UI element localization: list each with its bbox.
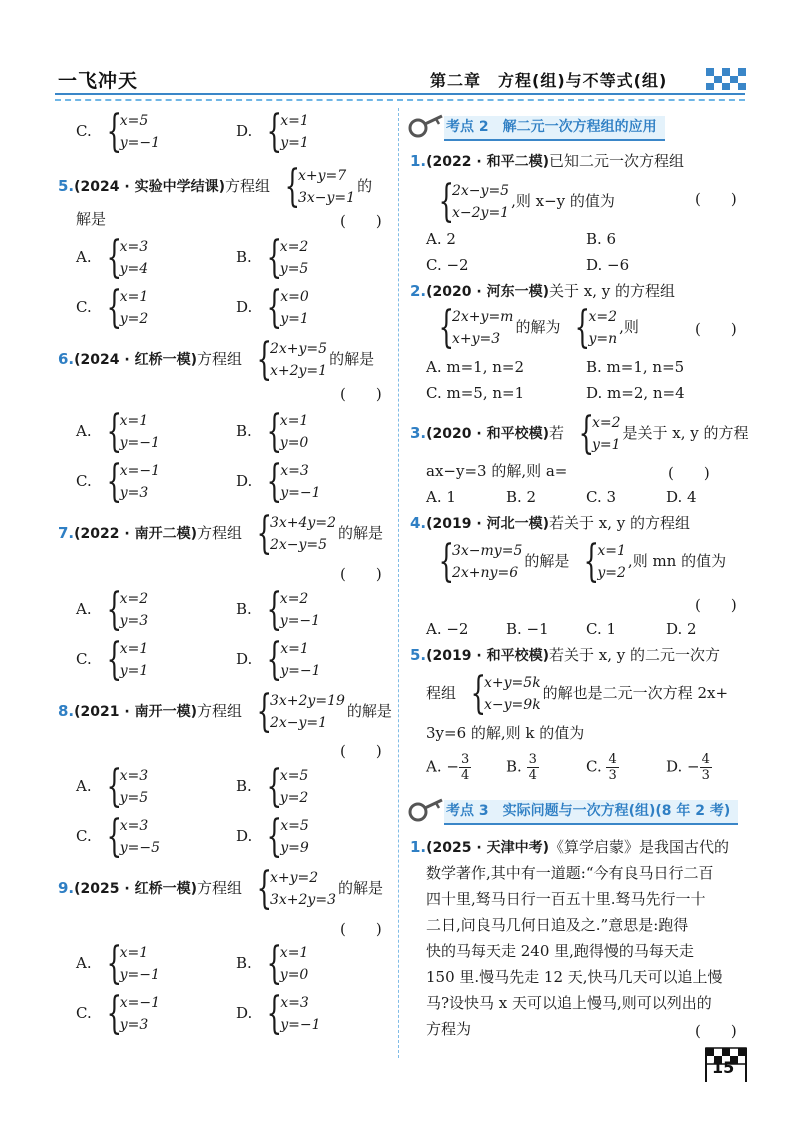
q9-option-c[interactable]: C. { x=−1 y=3	[76, 988, 160, 1039]
chapter-title: 第二章 方程(组)与不等式(组)	[430, 71, 668, 90]
q8-option-d[interactable]: D. { x=5 y=9	[236, 811, 309, 862]
question-9: 9.(2025 · 红桥一模)方程组 { x+y=2 3x+2y=3 的解是	[58, 863, 383, 914]
r-question-1: 1.(2022 · 和平二模)已知二元一次方程组	[410, 152, 684, 170]
r-question-2-answer-slot[interactable]: ( )	[695, 320, 737, 338]
checker-decoration-icon	[706, 68, 746, 90]
r4-option-a[interactable]: A. −2	[426, 620, 469, 638]
r-question-6-line: 快的马每天走 240 里,跑得慢的马每天走	[426, 942, 694, 960]
q6-option-d[interactable]: D. { x=3 y=−1	[236, 456, 321, 507]
r5-option-c[interactable]: C. $\frac{4}{3}$	[586, 752, 617, 783]
q5-option-b[interactable]: B. { x=2 y=5	[236, 232, 309, 283]
header-rule	[55, 93, 745, 95]
question-8: 8.(2021 · 南开一模)方程组 { 3x+2y=19 2x−y=1 的解是	[58, 686, 392, 737]
r-question-6-line: 方程为	[426, 1020, 472, 1038]
r1-option-c[interactable]: C. −2	[426, 256, 469, 274]
q7-option-c[interactable]: C. { x=1 y=1	[76, 634, 149, 685]
q6-option-c[interactable]: C. { x=−1 y=3	[76, 456, 160, 507]
q8-option-c[interactable]: C. { x=3 y=−5	[76, 811, 160, 862]
q9-option-b[interactable]: B. { x=1 y=0	[236, 938, 309, 989]
r-question-4-line2: { 3x−my=5 2x+ny=6 的解是 { x=1 y=2 ,则 mn 的值为	[438, 536, 727, 587]
question-7: 7.(2022 · 南开二模)方程组 { 3x+4y=2 2x−y=5 的解是	[58, 508, 383, 559]
r-question-1-answer-slot[interactable]: ( )	[695, 190, 737, 208]
r-question-5-line2: 程组 { x+y=5k x−y=9k 的解也是二元一次方程 2x+	[426, 668, 729, 719]
r2-option-d[interactable]: D. m=2, n=4	[586, 384, 685, 402]
r-question-6-line: 数学著作,其中有一道题:“今有良马日行二百	[426, 864, 714, 882]
key-icon	[408, 796, 444, 826]
r3-option-c[interactable]: C. 3	[586, 488, 617, 506]
q7-option-b[interactable]: B. { x=2 y=−1	[236, 584, 321, 635]
r5-option-a[interactable]: A. − $\frac{3}{4}$	[426, 752, 470, 783]
r-question-3: 3.(2020 · 和平校模)若 { x=2 y=1 是关于 x, y 的方程	[410, 408, 749, 459]
r-question-4-answer-slot[interactable]: ( )	[695, 596, 737, 614]
r-question-5-line3: 3y=6 的解,则 k 的值为	[426, 724, 585, 742]
r-question-3-line2: ax−y=3 的解,则 a=	[426, 462, 568, 480]
q9-option-a[interactable]: A. { x=1 y=−1	[76, 938, 160, 989]
r2-option-b[interactable]: B. m=1, n=5	[586, 358, 685, 376]
q4-option-c[interactable]: C. { x=5 y=−1	[76, 106, 160, 157]
brand-logo: 一飞冲天	[58, 70, 139, 92]
r-question-5: 5.(2019 · 和平校模)若关于 x, y 的二元一次方	[410, 646, 720, 664]
r3-option-a[interactable]: A. 1	[426, 488, 456, 506]
r1-option-a[interactable]: A. 2	[426, 230, 456, 248]
r2-option-a[interactable]: A. m=1, n=2	[426, 358, 525, 376]
r-question-1-line2: { 2x−y=5 x−2y=1 ,则 x−y 的值为	[438, 176, 615, 227]
r3-option-d[interactable]: D. 4	[666, 488, 697, 506]
r4-option-c[interactable]: C. 1	[586, 620, 617, 638]
q9-option-d[interactable]: D. { x=3 y=−1	[236, 988, 321, 1039]
r4-option-b[interactable]: B. −1	[506, 620, 549, 638]
q8-option-a[interactable]: A. { x=3 y=5	[76, 761, 149, 812]
page-number: 15	[712, 1058, 735, 1077]
question-8-answer-slot[interactable]: ( )	[340, 742, 382, 760]
r5-option-d[interactable]: D. − $\frac{4}{3}$	[666, 752, 710, 783]
question-5-answer-slot[interactable]: ( )	[340, 212, 382, 230]
question-5: 5.(2024 · 实验中学结课)方程组 { x+y=7 3x−y=1 的	[58, 161, 373, 212]
q6-option-b[interactable]: B. { x=1 y=0	[236, 406, 309, 457]
r-question-6-line: 四十里,驽马日行一百五十里.驽马先行一十	[426, 890, 706, 908]
r-question-6: 1.(2025 · 天津中考)《算学启蒙》是我国古代的	[410, 838, 729, 856]
q5-option-a[interactable]: A. { x=3 y=4	[76, 232, 149, 283]
question-9-answer-slot[interactable]: ( )	[340, 920, 382, 938]
r4-option-d[interactable]: D. 2	[666, 620, 697, 638]
r1-option-b[interactable]: B. 6	[586, 230, 617, 248]
r-question-6-answer-slot[interactable]: ( )	[695, 1022, 737, 1040]
q5-option-d[interactable]: D. { x=0 y=1	[236, 282, 309, 333]
r-question-6-line: 二日,问良马几何日追及之.”意思是:跑得	[426, 916, 689, 934]
r-question-2-line2: { 2x+y=m x+y=3 的解为 { x=2 y=n ,则	[438, 302, 639, 353]
q5-option-c[interactable]: C. { x=1 y=2	[76, 282, 149, 333]
q4-option-d[interactable]: D. { x=1 y=1	[236, 106, 309, 157]
q7-option-d[interactable]: D. { x=1 y=−1	[236, 634, 321, 685]
r-question-6-line: 150 里.慢马先走 12 天,快马几天可以追上慢	[426, 968, 723, 986]
q7-option-a[interactable]: A. { x=2 y=3	[76, 584, 149, 635]
key-point-3-banner: 考点 3 实际问题与一次方程(组)(8 年 2 考)	[444, 800, 738, 825]
question-6-answer-slot[interactable]: ( )	[340, 385, 382, 403]
r5-option-b[interactable]: B. $\frac{3}{4}$	[506, 752, 537, 783]
r2-option-c[interactable]: C. m=5, n=1	[426, 384, 525, 402]
r-question-6-line: 马?设快马 x 天可以追上慢马,则可以列出的	[426, 994, 712, 1012]
question-5-line2: 解是	[76, 210, 107, 228]
r3-option-b[interactable]: B. 2	[506, 488, 537, 506]
column-divider	[398, 108, 399, 1058]
key-icon	[408, 112, 444, 142]
q8-option-b[interactable]: B. { x=5 y=2	[236, 761, 309, 812]
r1-option-d[interactable]: D. −6	[586, 256, 630, 274]
q6-option-a[interactable]: A. { x=1 y=−1	[76, 406, 160, 457]
key-point-2-banner: 考点 2 解二元一次方程组的应用	[444, 116, 665, 141]
header-dashed-rule	[55, 99, 745, 101]
r-question-4: 4.(2019 · 河北一模)若关于 x, y 的方程组	[410, 514, 690, 532]
question-7-answer-slot[interactable]: ( )	[340, 565, 382, 583]
question-6: 6.(2024 · 红桥一模)方程组 { 2x+y=5 x+2y=1 的解是	[58, 334, 375, 385]
r-question-3-answer-slot[interactable]: ( )	[668, 464, 710, 482]
r-question-2: 2.(2020 · 河东一模)关于 x, y 的方程组	[410, 282, 675, 300]
